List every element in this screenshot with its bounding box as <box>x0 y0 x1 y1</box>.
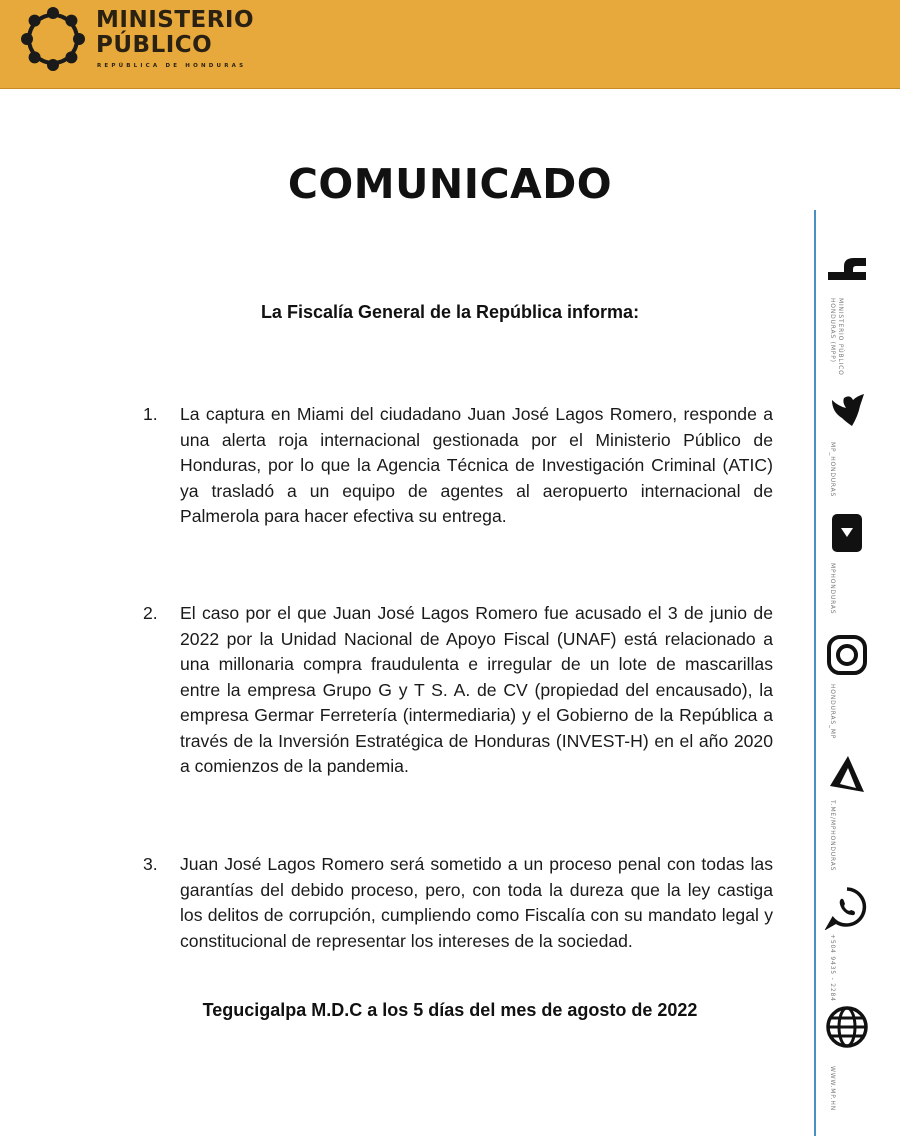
instagram-icon[interactable] <box>824 632 870 678</box>
globe-icon[interactable] <box>824 1004 870 1050</box>
youtube-label: MPHONDURAS <box>829 563 836 615</box>
website-label: WWW.MP.HN <box>829 1066 836 1111</box>
facebook-label: MINISTERIO PÚBLICO HONDURAS (MPP) <box>829 298 844 376</box>
header-bar <box>0 0 900 89</box>
sidebar-divider <box>814 210 816 1136</box>
logo-title <box>96 8 254 58</box>
whatsapp-icon[interactable] <box>824 884 870 930</box>
ministerio-logo-icon <box>18 4 88 74</box>
logo-title-line1: MINISTERIO <box>96 7 255 33</box>
twitter-label: MP_HONDURAS <box>829 442 836 498</box>
item-number: 2. <box>143 603 158 623</box>
facebook-icon[interactable] <box>824 250 870 296</box>
instagram-label: HONDURAS_MP <box>829 684 836 740</box>
intro-heading: La Fiscalía General de la República informa: <box>260 302 640 322</box>
item-text: La captura en Miami del ciudadano Juan José Lagos Romero, responde a una alerta roja internacional gestionada por el Ministerio Público de Honduras, por lo que la Agencia Técnica de Investigación Criminal (ATIC) ya trasladó a un equipo de agentes al aeropuerto internacional de Palmerola para hacer efectiva su entrega. <box>180 404 773 526</box>
telegram-label: T.ME/MPHONDURAS <box>829 800 836 872</box>
logo-title-line2: PÚBLICO <box>96 32 213 58</box>
whatsapp-label: +504 9435 - 2284 <box>829 934 836 1002</box>
list-item-1 <box>143 402 773 530</box>
page-title: COMUNICADO <box>287 160 613 208</box>
twitter-icon[interactable] <box>824 386 870 432</box>
item-number: 1. <box>143 404 158 424</box>
list-item-2 <box>143 601 773 780</box>
telegram-icon[interactable] <box>824 752 870 798</box>
list-item-3 <box>143 852 773 954</box>
closing-line: Tegucigalpa M.D.C a los 5 días del mes de agosto de 2022 <box>202 1000 698 1020</box>
item-number: 3. <box>143 854 158 874</box>
youtube-icon[interactable] <box>824 510 870 556</box>
logo-subtitle: REPÚBLICA DE HONDURAS <box>97 63 247 69</box>
item-text: El caso por el que Juan José Lagos Romero fue acusado el 3 de junio de 2022 por la Unidad Nacional de Apoyo Fiscal (UNAF) está relacionado a una millonaria compra fraudulenta e irregular de un lote de mascarillas entre la empresa Grupo G y T S. A. de CV (propiedad del encausado), la empresa Germar Ferretería (intermediaria) y el Gobierno de la República a través de la Inversión Estratégica de Honduras (INVEST-H) en el año 2020 a comienzos de la pandemia. <box>180 603 773 776</box>
item-text: Juan José Lagos Romero será sometido a un proceso penal con todas las garantías del debido proceso, pero, con toda la dureza que la ley castiga los delitos de corrupción, cumpliendo como Fiscalía con su mandato legal y constitucional de representar los intereses de la sociedad. <box>180 854 773 951</box>
